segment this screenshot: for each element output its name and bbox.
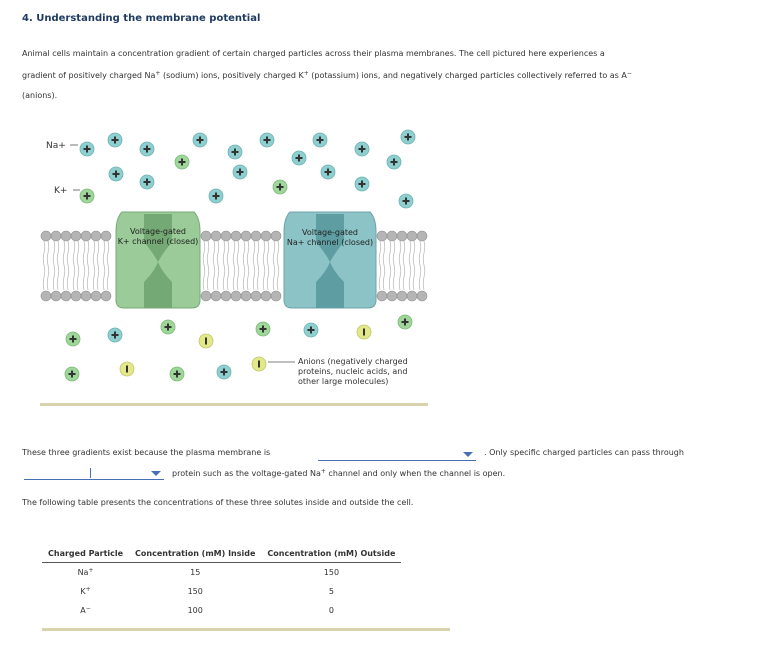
lipid-head (271, 291, 281, 301)
lipid-tail (107, 241, 109, 290)
intro-line-1: Animal cells maintain a concentration gradient of certain charged particles across their plasma membranes. The cell pictured here experiences a (22, 49, 605, 58)
anion (120, 362, 134, 376)
lipid-head (71, 291, 81, 301)
lipid-tail (93, 241, 95, 290)
lipid-tail (253, 241, 255, 290)
lipid-head (407, 231, 417, 241)
sodium-ion (399, 194, 413, 208)
lipid-tail (243, 241, 245, 290)
lipid-tail (87, 241, 89, 290)
lipid-head (211, 291, 221, 301)
inside-cell: 100 (187, 605, 203, 615)
sodium-ion (108, 328, 122, 342)
lipid-head (71, 231, 81, 241)
inside-cell: 150 (187, 586, 203, 596)
passage-mechanism-dropdown[interactable] (24, 465, 164, 480)
lipid-head (407, 291, 417, 301)
lipid-head (397, 231, 407, 241)
lipid-tail (217, 241, 219, 290)
fill-in-sentence-2: protein such as the voltage-gated Na+ channel and only when the channel is open. (172, 468, 506, 478)
lipid-tail (63, 241, 65, 290)
chevron-down-icon (151, 471, 161, 476)
potassium-ion (398, 315, 412, 329)
sodium-ion (108, 133, 122, 147)
lipid-head (251, 231, 261, 241)
lipid-tail (47, 241, 49, 290)
potassium-ion (66, 332, 80, 346)
potassium-ion (256, 322, 270, 336)
potassium-ion (273, 180, 287, 194)
lipid-tail (83, 241, 85, 290)
lipid-tail (419, 241, 421, 290)
lipid-tail (57, 241, 59, 290)
lipid-head (51, 291, 61, 301)
intro-line-3: (anions). (22, 91, 58, 100)
anions-label-2: proteins, nucleic acids, and (298, 367, 408, 376)
lipid-tail (423, 241, 425, 290)
sodium-ion (233, 165, 247, 179)
sodium-ion (387, 155, 401, 169)
lipid-tail (223, 241, 225, 290)
lipid-tail (257, 241, 259, 290)
lipid-head (241, 291, 251, 301)
lipid-head (221, 231, 231, 241)
lipid-head (387, 231, 397, 241)
table-row (42, 582, 401, 601)
sodium-ion (193, 133, 207, 147)
membrane-property-dropdown[interactable] (318, 446, 476, 461)
lipid-tail (393, 241, 395, 290)
lipid-tail (379, 241, 381, 290)
outside-cell: 5 (328, 586, 334, 596)
header-inside: Concentration (mM) Inside (129, 546, 261, 563)
na-channel-label-1: Voltage-gated (301, 228, 359, 237)
sodium-ion (209, 189, 223, 203)
lipid-tail (263, 241, 265, 290)
lipid-tail (409, 241, 411, 290)
lipid-tail (403, 241, 405, 290)
figure-baseline (40, 403, 428, 406)
sodium-ion (313, 133, 327, 147)
lipid-tail (53, 241, 55, 290)
lipid-head (91, 231, 101, 241)
lipid-head (101, 231, 111, 241)
header-charged-particle: Charged Particle (42, 546, 129, 563)
sodium-ion (355, 142, 369, 156)
k-channel-label-2: K+ channel (closed) (117, 237, 199, 246)
lipid-head (261, 291, 271, 301)
lipid-tail (73, 241, 75, 290)
table-header-row (42, 546, 401, 563)
na-channel-label-2: Na+ channel (closed) (286, 238, 374, 247)
lipid-tail (237, 241, 239, 290)
lipid-tail (383, 241, 385, 290)
sodium-ion (109, 167, 123, 181)
lipid-tail (247, 241, 249, 290)
lipid-head (221, 291, 231, 301)
lipid-tail (77, 241, 79, 290)
lipid-head (397, 291, 407, 301)
lipid-tail (207, 241, 209, 290)
sentence-2-end: channel and only when the channel is open. (325, 469, 506, 478)
lipid-head (211, 231, 221, 241)
lipid-head (251, 291, 261, 301)
lipid-tail (43, 241, 45, 290)
header-outside: Concentration (mM) Outside (261, 546, 401, 563)
lipid-tail (67, 241, 69, 290)
potassium-ion (170, 367, 184, 381)
lipid-tail (227, 241, 229, 290)
lipid-head (417, 231, 427, 241)
lipid-head (101, 291, 111, 301)
anions-label-1: Anions (negatively charged (298, 357, 408, 366)
k-label: K+ (54, 186, 68, 196)
sentence-2-text: protein such as the voltage-gated Na (172, 469, 321, 478)
lipid-tail (413, 241, 415, 290)
lipid-head (417, 291, 427, 301)
lipid-tail (273, 241, 275, 290)
lipid-head (41, 291, 51, 301)
lipid-head (387, 291, 397, 301)
anion (357, 325, 371, 339)
table-intro: The following table presents the concentrations of these three solutes inside and outside the cell. (22, 498, 414, 507)
lipid-head (261, 231, 271, 241)
membrane-figure (40, 122, 432, 410)
sodium-ion (80, 142, 94, 156)
lipid-head (377, 291, 387, 301)
lipid-tail (277, 241, 279, 290)
lipid-tail (213, 241, 215, 290)
lipid-head (201, 231, 211, 241)
table-row (42, 563, 401, 583)
intro-line-2: gradient of positively charged Na+ (sodium) ions, positively charged K+ (potassium) ions, and negatively charged particles collectively referred to as A− (22, 70, 632, 80)
inside-cell: 15 (190, 567, 201, 577)
table-baseline (42, 628, 450, 631)
lipid-head (241, 231, 251, 241)
sodium-ion (260, 133, 274, 147)
lipid-tail (399, 241, 401, 290)
fill-in-sentence-1 (22, 444, 270, 462)
sodium-ion (140, 175, 154, 189)
lipid-tail (103, 241, 105, 290)
particle-cell: K+ (80, 586, 91, 596)
sentence-1-end-wrap (484, 444, 684, 462)
lipid-head (271, 231, 281, 241)
lipid-head (81, 291, 91, 301)
chevron-down-icon (463, 452, 473, 457)
sodium-ion (321, 165, 335, 179)
potassium-ion (65, 367, 79, 381)
lipid-head (91, 291, 101, 301)
lipid-tail (233, 241, 235, 290)
intro-text (22, 44, 722, 106)
sodium-ion (140, 142, 154, 156)
lipid-head (377, 231, 387, 241)
anion (252, 357, 266, 371)
anions-label-3: other large molecules) (298, 377, 389, 386)
na-channel (284, 212, 376, 308)
potassium-ion (161, 320, 175, 334)
na-label: Na+ (46, 141, 66, 151)
lipid-tail (267, 241, 269, 290)
particle-cell: Na+ (77, 567, 94, 577)
text-cursor (90, 468, 91, 478)
k-channel-label-1: Voltage-gated (129, 227, 187, 236)
potassium-ion (80, 189, 94, 203)
lipid-head (51, 231, 61, 241)
sentence-1-start: These three gradients exist because the plasma membrane is (22, 448, 271, 457)
lipid-head (61, 291, 71, 301)
lipid-head (81, 231, 91, 241)
lipid-tail (97, 241, 99, 290)
question-title: 4. Understanding the membrane potential (22, 13, 261, 24)
table-row (42, 601, 401, 620)
lipid-tail (203, 241, 205, 290)
particle-cell: A− (80, 605, 91, 615)
lipid-head (231, 291, 241, 301)
sodium-ion (292, 151, 306, 165)
sodium-ion (355, 177, 369, 191)
lipid-tail (389, 241, 391, 290)
lipid-head (231, 231, 241, 241)
sodium-ion (217, 365, 231, 379)
sodium-ion (304, 323, 318, 337)
lipid-head (61, 231, 71, 241)
outside-cell: 0 (328, 605, 334, 615)
anion (199, 334, 213, 348)
outside-cell: 150 (323, 567, 340, 577)
concentration-table (42, 546, 401, 620)
potassium-ion (175, 155, 189, 169)
lipid-head (201, 291, 211, 301)
lipid-head (41, 231, 51, 241)
sodium-ion (228, 145, 242, 159)
sentence-1-end: . Only specific charged particles can pass through (484, 448, 684, 457)
sodium-ion (401, 130, 415, 144)
